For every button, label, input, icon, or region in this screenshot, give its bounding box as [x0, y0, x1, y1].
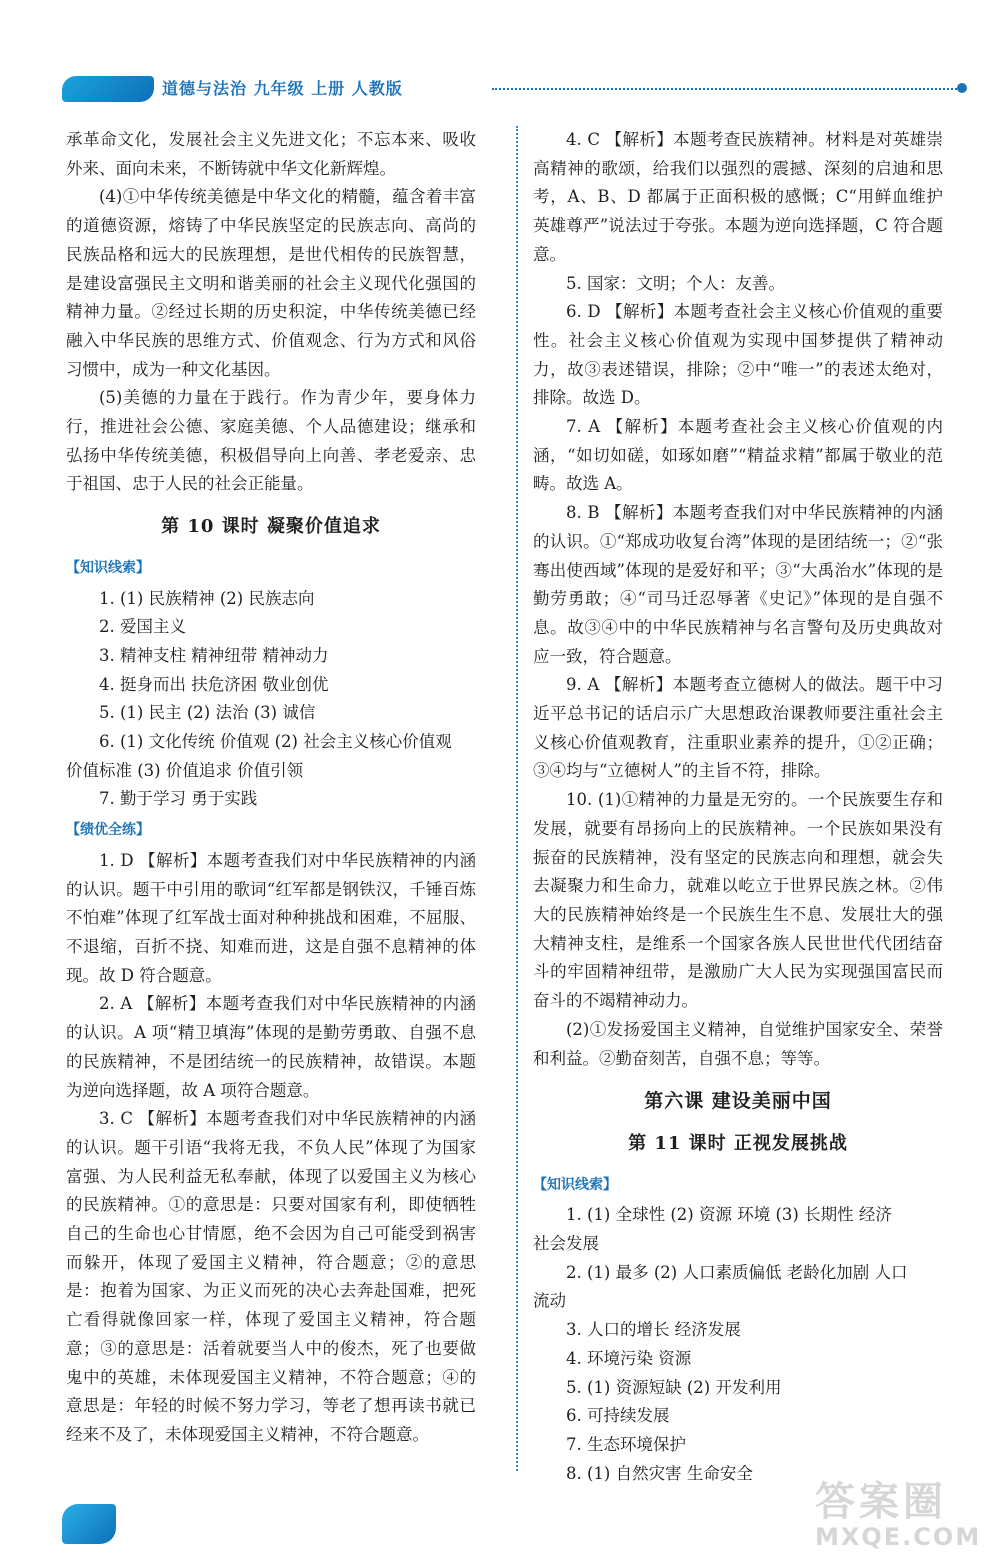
- lesson-title: 第 10 课时 凝聚价值追求: [161, 516, 381, 538]
- watermark-text: 答案圈: [815, 1479, 947, 1525]
- answer-line: 7. 生态环境保护: [566, 1434, 686, 1454]
- watermark-url: MXQE.COM: [815, 1523, 982, 1551]
- answer-line: 2. 爱国主义: [99, 617, 186, 637]
- answer-item: 5. 国家：文明；个人：友善。: [566, 273, 785, 293]
- column-divider: [516, 126, 518, 1471]
- page-header: [62, 74, 967, 104]
- answer-line: 6. 可持续发展: [566, 1406, 670, 1426]
- header-title: 道德与法治 九年级 上册 人教版: [162, 79, 403, 98]
- paragraph: (4)①中华传统美德是中华文化的精髓，蕴含着丰富的道德资源，熔铸了中华民族坚定的民族志向、高尚的民族品格和远大的民族理想，是世代相传的民族智慧，是建设富强民主文明和谐美丽的社会主义现代化强国的精神力量。②经过长期的历史积淀，中华传统美德已经融入中华民族的思维方式、价值观念、行为方式和风俗习惯中，成为一种文化基因。: [66, 187, 476, 379]
- answer-item: 2. A 【解析】本题考查我们对中华民族精神的内涵的认识。A 项“精卫填海”体现的是勤劳勇敢、自强不息的民族精神，不是团结统一的民族精神，故错误。本题为逆向选择题，故 A 项符合题意。: [66, 994, 476, 1100]
- section-tag: 【知识线索】: [66, 559, 150, 576]
- right-column: [533, 126, 943, 1488]
- paragraph: (5)美德的力量在于践行。作为青少年，要身体力行，推进社会公德、家庭美德、个人品德建设；继承和弘扬中华传统美德，积极倡导向上向善、孝老爱亲、忠于祖国、忠于人民的社会正能量。: [66, 388, 476, 494]
- answer-item: 4. C 【解析】本题考查民族精神。材料是对英雄崇高精神的歌颂，给我们以强烈的震撼、深刻的启迪和思考，A、B、D 都属于正面积极的感慨；C“用鲜血维护英雄尊严”说法过于夸张。本题为逆向选择题，C 符合题意。: [533, 130, 943, 264]
- answer-item: 7. A 【解析】本题考查社会主义核心价值观的内涵，“如切如磋，如琢如磨”“精益求精”都属于敬业的范畴。故选 A。: [533, 417, 943, 494]
- page-number-tab: [62, 1504, 116, 1544]
- answer-line: 2. (1) 最多 (2) 人口素质偏低 老龄化加剧 人口: [566, 1262, 908, 1282]
- answer-item: 3. C 【解析】本题考查我们对中华民族精神的内涵的认识。题干引语“我将无我，不负人民”体现了为国家富强、为人民利益无私奉献，体现了以爱国主义为核心的民族精神。①的意思是：只要对国家有利，即使牺牲自己的生命也心甘情愿，绝不会因为自己可能受到祸害而躲开，体现了爱国主义精神，符合题意；②的意思是：抱着为国家、为正义而死的决心去奔赴国难，把死亡看得就像回家一样，体现了爱国主义精神，符合题意；③的意思是：活着就要当人中的俊杰，死了也要做鬼中的英雄，未体现爱国主义精神，不符合题意；④的意思是：年轻的时候不努力学习，等老了想再读书就已经来不及了，未体现爱国主义精神，不符合题意。: [66, 1109, 476, 1444]
- answer-line: 3. 人口的增长 经济发展: [566, 1320, 741, 1340]
- unit-title: 第六课 建设美丽中国: [644, 1090, 832, 1113]
- answer-line: 3. 精神支柱 精神纽带 精神动力: [99, 645, 329, 665]
- answer-line: 4. 挺身而出 扶危济困 敬业创优: [99, 674, 329, 694]
- answer-item: 6. D 【解析】本题考查社会主义核心价值观的重要性。社会主义核心价值观为实现中国梦提供了精神动力，故③表述错误，排除；②中“唯一”的表述太绝对，排除。故选 D。: [533, 302, 943, 408]
- answer-item: 1. D 【解析】本题考查我们对中华民族精神的内涵的认识。题干中引用的歌词“红军都是钢铁汉，千锤百炼不怕难”体现了红军战士面对种种挑战和困难，不屈服、不退缩，百折不挠、知难而进，这是自强不息精神的体现。故 D 符合题意。: [66, 850, 476, 985]
- section-tag: 【绩优全练】: [66, 822, 150, 839]
- paragraph: 承革命文化，发展社会主义先进文化；不忘本来、吸收外来、面向未来，不断铸就中华文化新辉煌。: [66, 130, 476, 178]
- answer-item: (2)①发扬爱国主义精神，自觉维护国家安全、荣誉和利益。②勤奋刻苦，自强不息；等等。: [533, 1019, 943, 1068]
- watermark-logo: [815, 1480, 985, 1555]
- lesson-title: 第 11 课时 正视发展挑战: [628, 1132, 848, 1154]
- answer-line: 1. (1) 民族精神 (2) 民族志向: [99, 588, 315, 608]
- answer-line: 6. (1) 文化传统 价值观 (2) 社会主义核心价值观: [99, 732, 452, 752]
- answer-item: 10. (1)①精神的力量是无穷的。一个民族要生存和发展，就要有昂扬向上的民族精神。一个民族如果没有振奋的民族精神，没有坚定的民族志向和理想，就会失去凝聚力和生命力，就难以屹立于世界民族之林。②伟大的民族精神始终是一个民族生生不息、发展壮大的强大精神支柱，是维系一个国家各族人民世世代代团结奋斗的牢固精神纽带，是激励广大人民为实现强国富民而奋斗的不竭精神动力。: [533, 790, 943, 1011]
- left-column: [66, 126, 476, 1450]
- answer-line: 价值标准 (3) 价值追求 价值引领: [66, 760, 304, 780]
- header-dotted-rule: [492, 88, 957, 90]
- answer-line: 社会发展: [533, 1234, 599, 1254]
- answer-line: 7. 勤于学习 勇于实践: [99, 789, 258, 809]
- answer-line: 1. (1) 全球性 (2) 资源 环境 (3) 长期性 经济: [566, 1205, 892, 1225]
- answer-line: 4. 环境污染 资源: [566, 1348, 692, 1368]
- answer-line: 8. (1) 自然灾害 生命安全: [566, 1463, 753, 1483]
- answer-line: 5. (1) 资源短缺 (2) 开发利用: [566, 1377, 782, 1397]
- answer-item: 8. B 【解析】本题考查我们对中华民族精神的内涵的认识。①“郑成功收复台湾”体现的是团结统一；②“张骞出使西域”体现的是爱好和平；③“大禹治水”体现的是勤劳勇敢；④“司马迁忍辱著《史记》”体现的是自强不息。故③④中的中华民族精神与名言警句及历史典故对应一致，符合题意。: [533, 503, 943, 666]
- answer-line: 流动: [533, 1291, 566, 1311]
- header-badge: [62, 76, 154, 102]
- answer-item: 9. A 【解析】本题考查立德树人的做法。题干中习近平总书记的话启示广大思想政治课教师要注重社会主义核心价值观教育，注重职业素养的提升，①②正确；③④均与“立德树人”的主旨不符，排除。: [533, 675, 943, 781]
- answer-line: 5. (1) 民主 (2) 法治 (3) 诚信: [99, 703, 316, 723]
- header-dot-icon: [957, 83, 967, 93]
- section-tag: 【知识线索】: [533, 1176, 617, 1193]
